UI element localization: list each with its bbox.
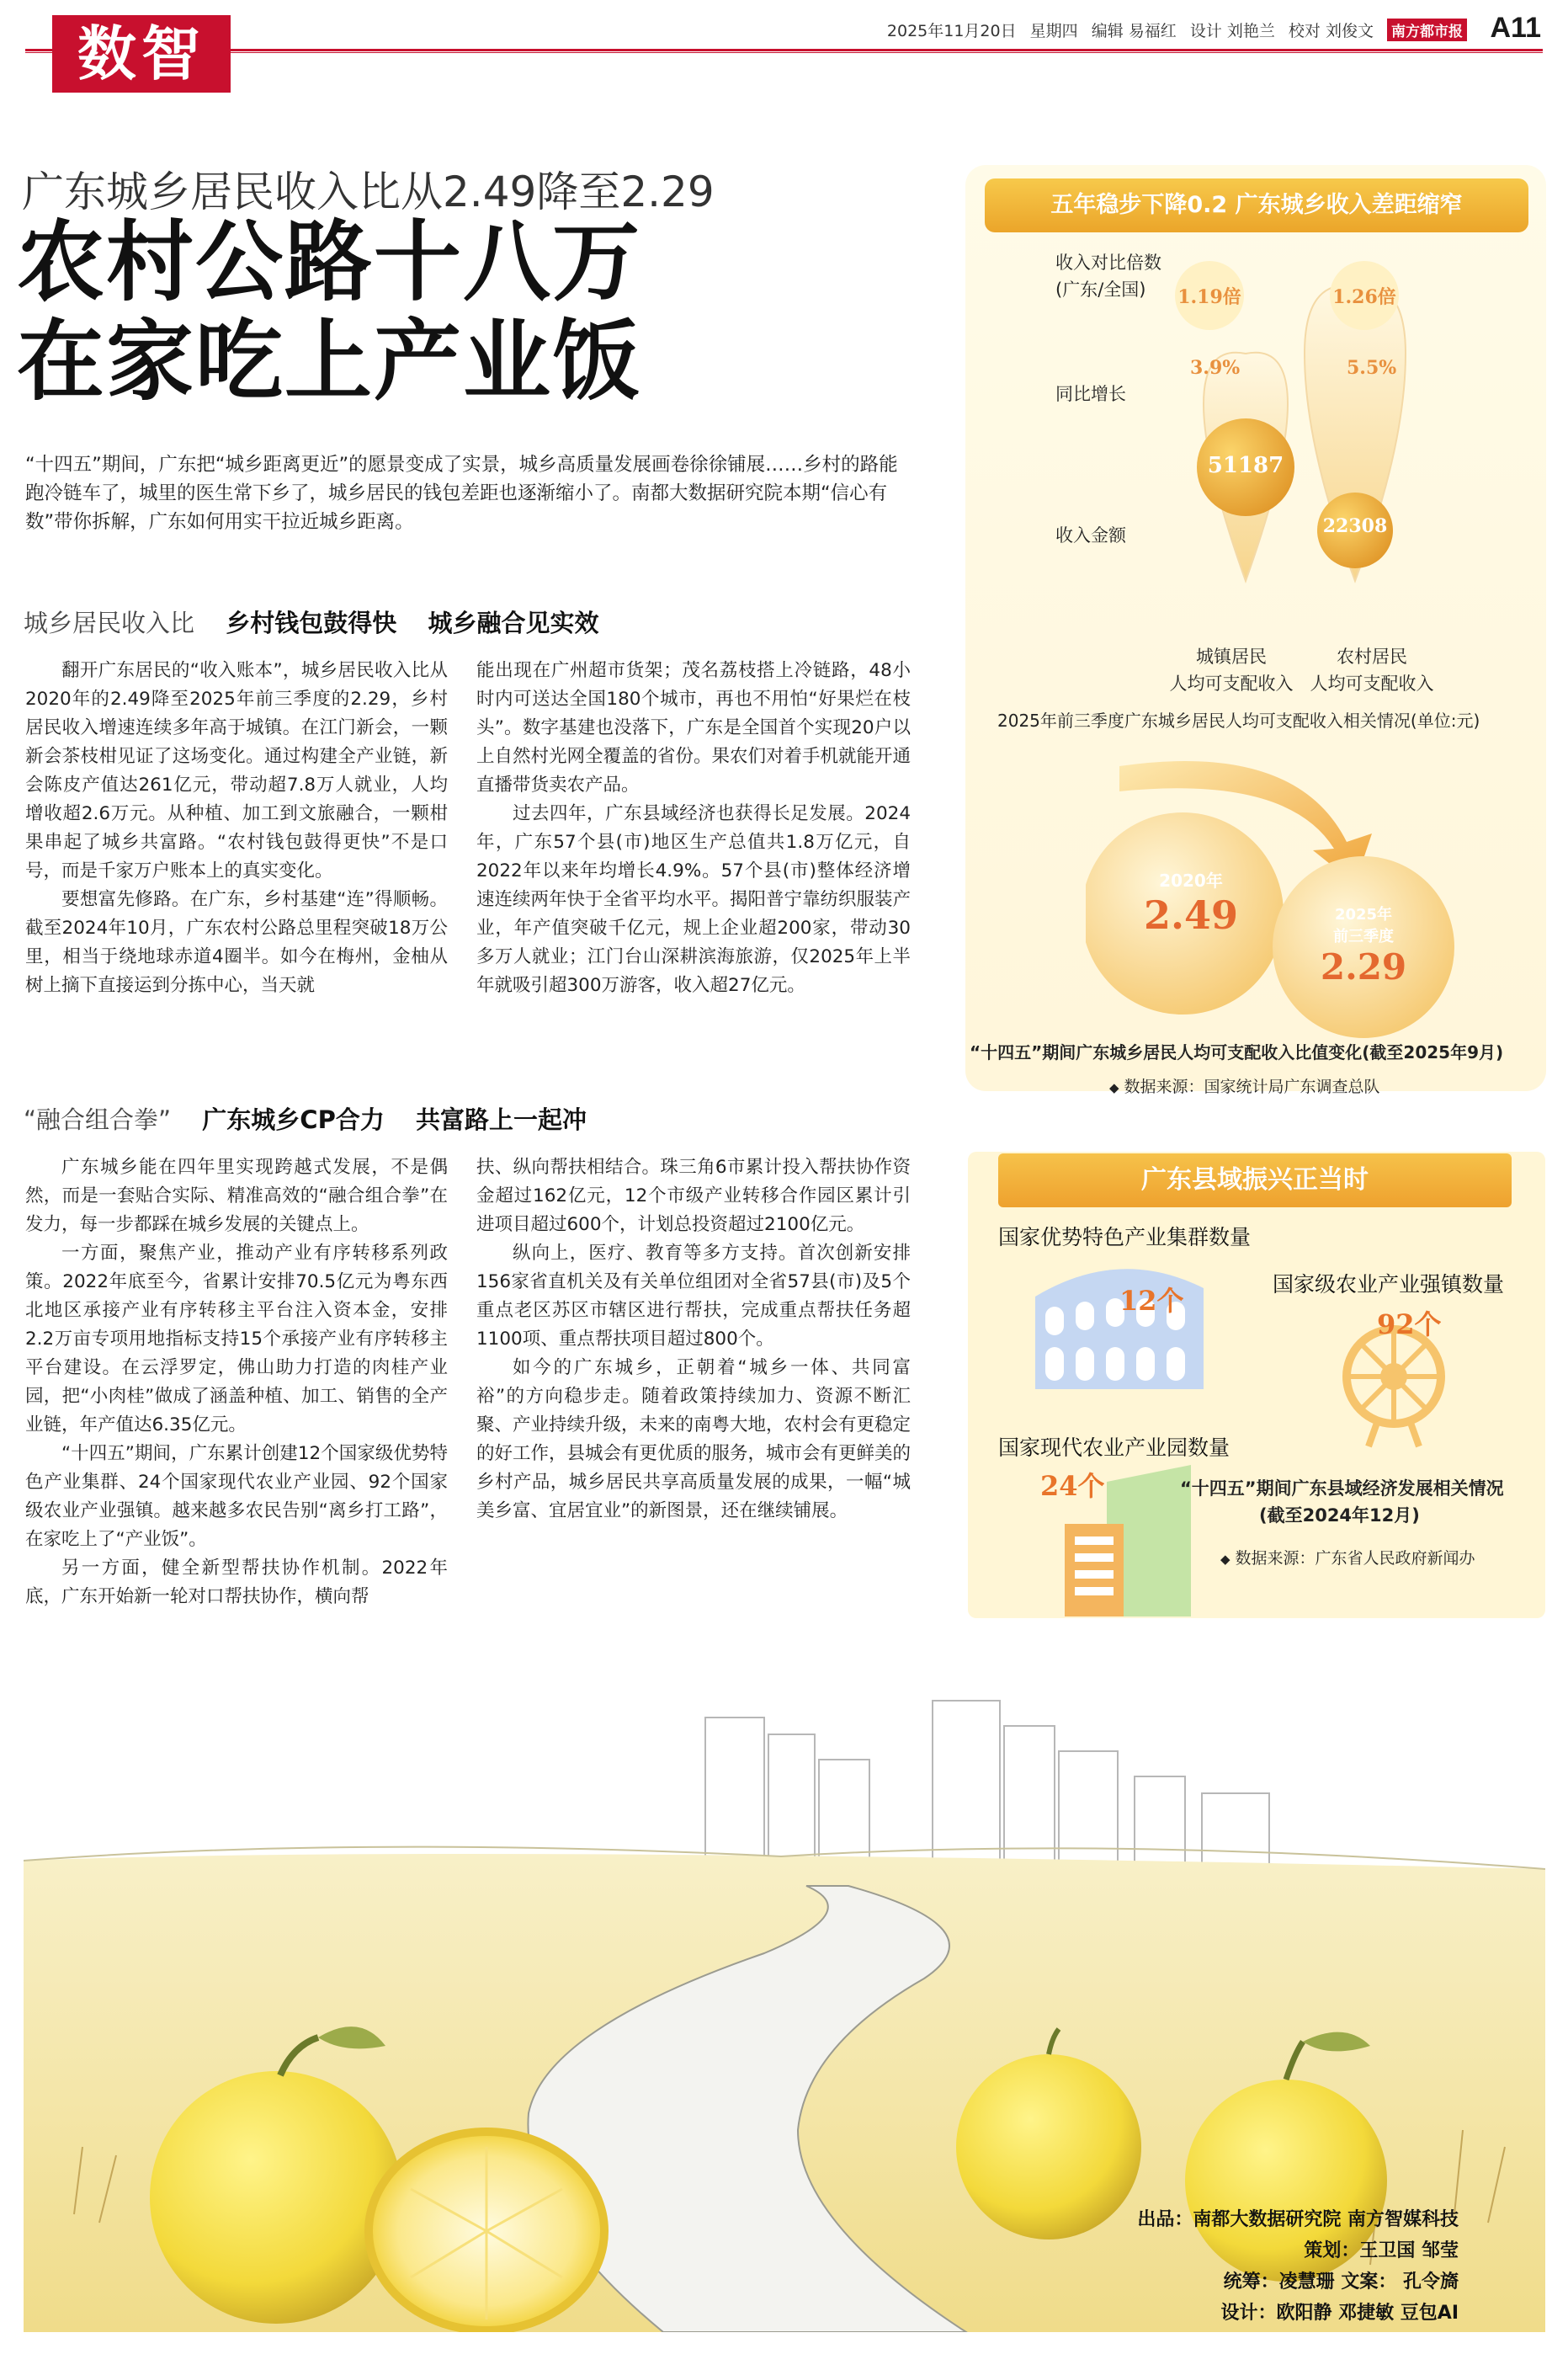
issue-weekday: 星期四 — [1029, 22, 1078, 40]
section1-title-bold-2: 城乡融合见实效 — [428, 609, 599, 637]
paragraph: 过去四年，广东县域经济也获得长足发展。2024年，广东57个县(市)地区生产总值共1.8万亿元，自2022年以来年均增长4.9%。57个县(市)整体经济增速连续两年快于全省平均水平。揭阳普宁靠纺织服装产业，年产值突破千亿元，规上企业超200家，带动30多万人就业；江门台山深耕滨海旅游，仅2025年上半年就吸引超300万游客，收入超27亿元。 — [476, 803, 912, 996]
paragraph: 能出现在广州超市货架；茂名荔枝搭上冷链路，48小时内可送达全国180个城市，再也不用怕“好果烂在枝头”。数字基建也没落下，广东是全国首个实现20户以上自然村光网全覆盖的省份。果农们对着手机就能开通直播带货卖农产品。 — [476, 660, 912, 796]
panel2-source: ◆ 数据来源：广东省人民政府新闻办 — [1220, 1546, 1475, 1568]
ratio-caption: “十四五”期间广东城乡居民人均可支配收入比值变化(截至2025年9月) — [970, 1042, 1504, 1062]
ratio-row-label: 收入对比倍数 — [1055, 253, 1161, 273]
urban-amount-value: 51187 — [1207, 453, 1284, 478]
paragraph: 扶、纵向帮扶相结合。珠三角6市累计投入帮扶协作资金超过162亿元，12个市级产业转移合作园区累计引进项目超过600个，计划总投资超过2100亿元。 — [476, 1157, 911, 1235]
ratio-2020-year: 2020年 — [1159, 871, 1223, 891]
park-count: 24个 — [1040, 1470, 1105, 1502]
amount-row-label: 收入金额 — [1055, 525, 1126, 546]
paragraph: “十四五”期间，广东累计创建12个国家级优势特色产业集群、24个国家现代农业产业园、92个国家级农业产业强镇。越来越多农民告别“离乡打工路”，在家吃上了“产业饭”。 — [25, 1443, 448, 1550]
county-caption: “十四五”期间广东县域经济发展相关情况 — [1180, 1478, 1504, 1499]
panel1-source: ◆ 数据来源：国家统计局广东调查总队 — [1109, 1074, 1380, 1097]
header-info — [879, 19, 1467, 41]
cluster-label: 国家优势特色产业集群数量 — [998, 1225, 1252, 1249]
ratio-2025-year: 2025年 — [1334, 906, 1393, 924]
ratio-row-sublabel: (广东/全国) — [1055, 280, 1146, 300]
editor-credit: 编辑 易福红 — [1091, 22, 1177, 40]
section2-column-2 — [476, 1153, 911, 1526]
rural-growth-value: 5.5% — [1347, 357, 1397, 379]
urban-ratio-bubble: 1.19倍 — [1175, 261, 1244, 330]
rural-ratio-bubble: 1.26倍 — [1330, 261, 1399, 330]
section1-column-1 — [25, 657, 448, 1000]
cluster-count: 12个 — [1119, 1285, 1184, 1317]
rural-sublabel: 人均可支配收入 — [1310, 674, 1434, 694]
issue-date: 2025年11月20日 — [886, 22, 1017, 40]
section1-column-2 — [476, 657, 911, 1000]
paragraph: 一方面，聚焦产业，推动产业有序转移系列政策。2022年底至今，省累计安排70.5亿元为粤东西北地区承接产业有序转移主平台注入资本金，安排2.2万亩专项用地指标支持15个承接产业有序转移主平台建设。在云浮罗定，佛山助力打造的肉桂产业园，把“小肉桂”做成了涵盖种植、加工、销售的全产业链，年产值达6.35亿元。 — [25, 1243, 448, 1435]
credit-coordination: 统筹：凌慧珊 文案： 孔令旖 — [1223, 2271, 1459, 2293]
paragraph: 另一方面，健全新型帮扶协作机制。2022年底，广东开始新一轮对口帮扶协作，横向帮 — [25, 1558, 448, 1607]
credit-design: 设计：欧阳静 邓捷敏 豆包AI — [1220, 2303, 1459, 2324]
headline-line-2: 在家吃上产业饭 — [17, 310, 642, 413]
section1-title-light: 城乡居民收入比 — [24, 609, 195, 637]
article-subhead: 广东城乡居民收入比从2.49降至2.29 — [22, 168, 715, 216]
urban-sublabel: 人均可支配收入 — [1169, 674, 1294, 694]
credit-producer: 出品：南都大数据研究院 南方智媒科技 — [1137, 2209, 1459, 2230]
town-count: 92个 — [1377, 1308, 1442, 1340]
paragraph: 要想富先修路。在广东，乡村基建“连”得顺畅。截至2024年10月，广东农村公路总里程突破18万公里，相当于绕地球赤道4圈半。如今在梅州，金柚从树上摘下直接运到分拣中心，当天就 — [25, 889, 448, 996]
designer-credit: 设计 刘艳兰 — [1189, 22, 1275, 40]
credit-planning: 策划：王卫国 邹莹 — [1304, 2240, 1459, 2261]
section1-title-bold-1: 乡村钱包鼓得快 — [226, 609, 397, 637]
headline-line-1: 农村公路十八万 — [17, 210, 642, 313]
section-tag: 数智 — [52, 15, 231, 93]
rural-label: 农村居民 — [1337, 647, 1407, 667]
paper-logo: 南方都市报 — [1387, 19, 1467, 41]
paragraph: 翻开广东居民的“收入账本”，城乡居民收入比从2020年的2.49降至2025年前三季度的2.29，乡村居民收入增速连续多年高于城镇。在江门新会，一颗新会茶枝柑见证了这场变化。通过构建全产业链，新会陈皮产值达261亿元，带动超7.8万人就业，人均增收超2.6万元。从种植、加工到文旅融合，一颗柑果串起了城乡共富路。“农村钱包鼓得更快”不是口号，而是千家万户账本上的真实变化。 — [25, 660, 448, 881]
section2-title-light: “融合组合拳” — [24, 1105, 172, 1134]
section2-column-1 — [25, 1153, 448, 1611]
section2-title — [24, 1101, 610, 1136]
colosseum-icon — [1027, 1254, 1212, 1398]
ratio-2025-period: 前三季度 — [1333, 928, 1394, 945]
town-label: 国家级农业产业强镇数量 — [1273, 1272, 1505, 1297]
section2-title-bold-1: 广东城乡CP合力 — [202, 1105, 385, 1134]
credits — [1137, 2204, 1459, 2329]
income-gap-panel-title: 五年稳步下降0.2 广东城乡收入差距缩窄 — [985, 178, 1528, 232]
income-caption: 2025年前三季度广东城乡居民人均可支配收入相关情况(单位:元) — [997, 711, 1480, 731]
article-headline — [17, 212, 641, 411]
urban-label: 城镇居民 — [1196, 647, 1267, 667]
page-number: A11 — [1490, 12, 1541, 44]
ratio-2020-value: 2.49 — [1143, 892, 1239, 938]
paragraph: 纵向上，医疗、教育等多方支持。首次创新安排156家省直机关及有关单位组团对全省57县(市)及5个重点老区苏区市辖区进行帮扶，完成重点帮扶任务超1100项、重点帮扶项目超过800个。 — [476, 1243, 911, 1350]
park-label: 国家现代农业产业园数量 — [998, 1435, 1230, 1460]
section2-title-bold-2: 共富路上一起冲 — [416, 1105, 587, 1134]
county-caption-date: (截至2024年12月) — [1259, 1505, 1420, 1526]
rural-amount-value: 22308 — [1322, 515, 1388, 537]
masthead-rule — [25, 49, 1543, 51]
paragraph: 如今的广东城乡，正朝着“城乡一体、共同富裕”的方向稳步走。随着政策持续加力、资源不断汇聚、产业持续升级，未来的南粤大地，农村会有更稳定的好工作，县城会有更优质的服务，城市会有更鲜美的乡村产品，城乡居民共享高质量发展的成果，一幅“城美乡富、宜居宜业”的新图景，还在继续铺展。 — [476, 1357, 912, 1521]
urban-growth-value: 3.9% — [1190, 357, 1241, 379]
masthead-rule-thin — [25, 52, 1543, 53]
proofreader-credit: 校对 刘俊文 — [1288, 22, 1374, 40]
county-panel-title: 广东县域振兴正当时 — [998, 1153, 1512, 1207]
article-lead: “十四五”期间，广东把“城乡距离更近”的愿景变成了实景，城乡高质量发展画卷徐徐铺展……乡村的路能跑冷链车了，城里的医生常下乡了，城乡居民的钱包差距也逐渐缩小了。南都大数据研究院本期“信心有数”带你拆解，广东如何用实干拉近城乡距离。 — [25, 454, 898, 533]
paragraph: 广东城乡能在四年里实现跨越式发展，不是偶然，而是一套贴合实际、精准高效的“融合组合拳”在发力，每一步都踩在城乡发展的关键点上。 — [25, 1157, 448, 1235]
ratio-2025-value: 2.29 — [1320, 946, 1407, 988]
growth-row-label: 同比增长 — [1055, 384, 1126, 404]
section1-title — [24, 604, 622, 639]
